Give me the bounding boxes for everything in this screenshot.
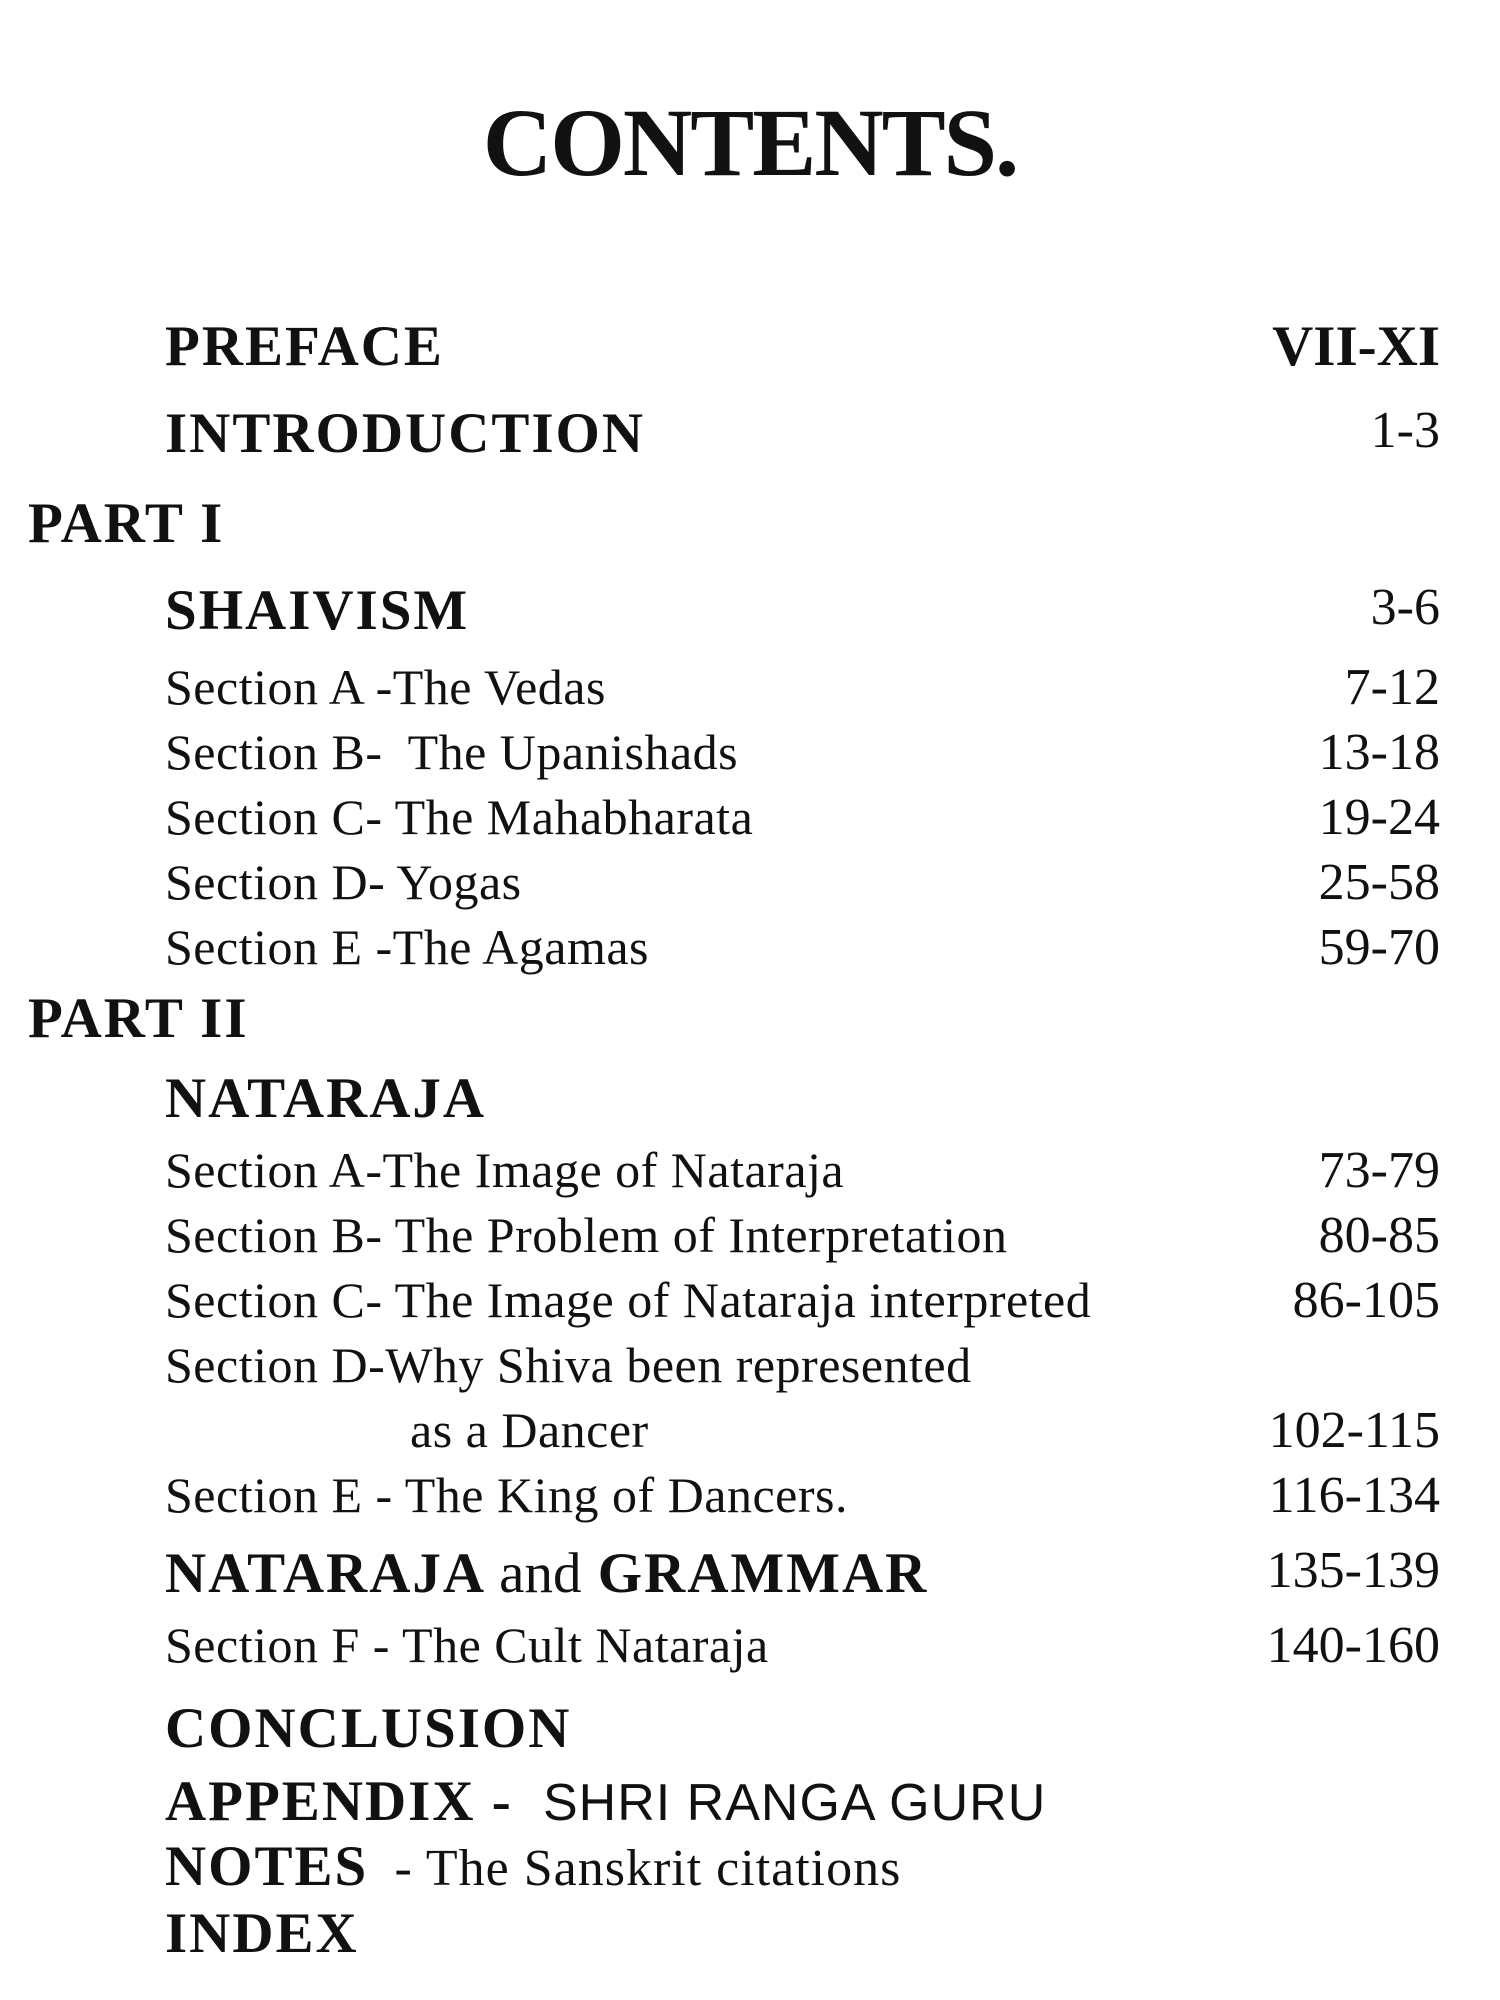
toc-entry-label: INTRODUCTION (165, 402, 646, 465)
toc-entry-label-part: APPENDIX - (165, 1770, 513, 1833)
toc-entry-pages: 1-3 (1370, 402, 1440, 459)
toc-entry-pages: 13-18 (1318, 724, 1440, 781)
toc-entry-preface (0, 315, 1500, 388)
toc-entry-section (0, 724, 1500, 797)
toc-entry-section (0, 789, 1500, 862)
toc-entry-section (0, 1617, 1500, 1690)
toc-entry-label: INDEX (165, 1902, 359, 1965)
toc-entry-label: Section F - The Cult Nataraja (165, 1617, 769, 1673)
toc-entry-label: NATARAJA (165, 1067, 487, 1130)
toc-entry-pages: 7-12 (1344, 659, 1440, 716)
toc-entry-pages: 3-6 (1370, 579, 1440, 636)
toc-entry-section (0, 659, 1500, 732)
toc-entry-nataraja (0, 1067, 1500, 1140)
toc-entry-label-continued: as a Dancer (410, 1402, 649, 1458)
toc-entry-shaivism (0, 579, 1500, 652)
toc-entry-pages: 135-139 (1266, 1542, 1440, 1599)
toc-entry-pages: 80-85 (1318, 1207, 1440, 1264)
toc-part-label: PART II (28, 987, 249, 1050)
toc-entry-label: Section C- The Mahabharata (165, 789, 754, 845)
toc-entry-pages: 19-24 (1318, 789, 1440, 846)
toc-entry-label: Section B- The Problem of Interpretation (165, 1207, 1008, 1263)
toc-entry-label (165, 1835, 902, 1898)
toc-entry-pages: VII-XI (1272, 315, 1440, 378)
toc-entry-label-part: NATARAJA (165, 1542, 483, 1605)
toc-entry-label: Section A-The Image of Nataraja (165, 1142, 845, 1198)
toc-entry-label-part: NOTES (165, 1835, 369, 1898)
toc-entry-index (0, 1902, 1500, 1975)
toc-entry-detail: SHRI RANGA GURU (542, 1774, 1047, 1832)
toc-entry-pages: 102-115 (1268, 1402, 1440, 1459)
toc-entry-pages: 86-105 (1292, 1272, 1440, 1329)
page-title: CONTENTS. (482, 89, 1018, 196)
toc-entry-section (0, 1337, 1500, 1410)
toc-entry-label-part: and (499, 1542, 582, 1605)
toc-entry-label: SHAIVISM (165, 579, 470, 642)
toc-entry-label (165, 1542, 929, 1605)
toc-entry-pages: 59-70 (1318, 919, 1440, 976)
toc-entry-section (0, 854, 1500, 927)
toc-entry-label: PREFACE (165, 315, 444, 378)
toc-entry-section-continued (0, 1402, 1500, 1475)
toc-part-2 (0, 987, 1500, 1060)
toc-entry-section (0, 1142, 1500, 1215)
toc-entry-label: Section E -The Agamas (165, 919, 649, 975)
toc-entry-label: Section D-Why Shiva been represented (165, 1337, 972, 1393)
toc-entry-label-part: GRAMMAR (597, 1542, 929, 1605)
toc-entry-label: Section D- Yogas (165, 854, 522, 910)
toc-entry-label: Section C- The Image of Nataraja interpreted (165, 1272, 1092, 1328)
toc-entry-label: Section A -The Vedas (165, 659, 606, 715)
toc-entry-section (0, 1207, 1500, 1280)
toc-entry-pages: 73-79 (1318, 1142, 1440, 1199)
toc-entry-introduction (0, 402, 1500, 475)
toc-part-label: PART I (28, 492, 225, 555)
toc-part-1 (0, 492, 1500, 565)
toc-entry-label: Section B- The Upanishads (165, 724, 739, 780)
toc-entry-label: Section E - The King of Dancers. (165, 1467, 848, 1523)
toc-entry-conclusion (0, 1697, 1500, 1770)
toc-entry-pages: 25-58 (1318, 854, 1440, 911)
toc-entry-label (165, 1770, 1047, 1833)
toc-entry-nataraja-grammar (0, 1542, 1500, 1615)
toc-entry-detail: - The Sanskrit citations (394, 1840, 902, 1897)
toc-entry-section (0, 919, 1500, 992)
toc-entry-appendix (0, 1770, 1500, 1843)
toc-entry-section (0, 1272, 1500, 1345)
toc-entry-notes (0, 1835, 1500, 1908)
toc-entry-label: CONCLUSION (165, 1697, 572, 1760)
toc-entry-section (0, 1467, 1500, 1540)
toc-entry-pages: 140-160 (1266, 1617, 1440, 1674)
toc-entry-pages: 116-134 (1268, 1467, 1440, 1524)
